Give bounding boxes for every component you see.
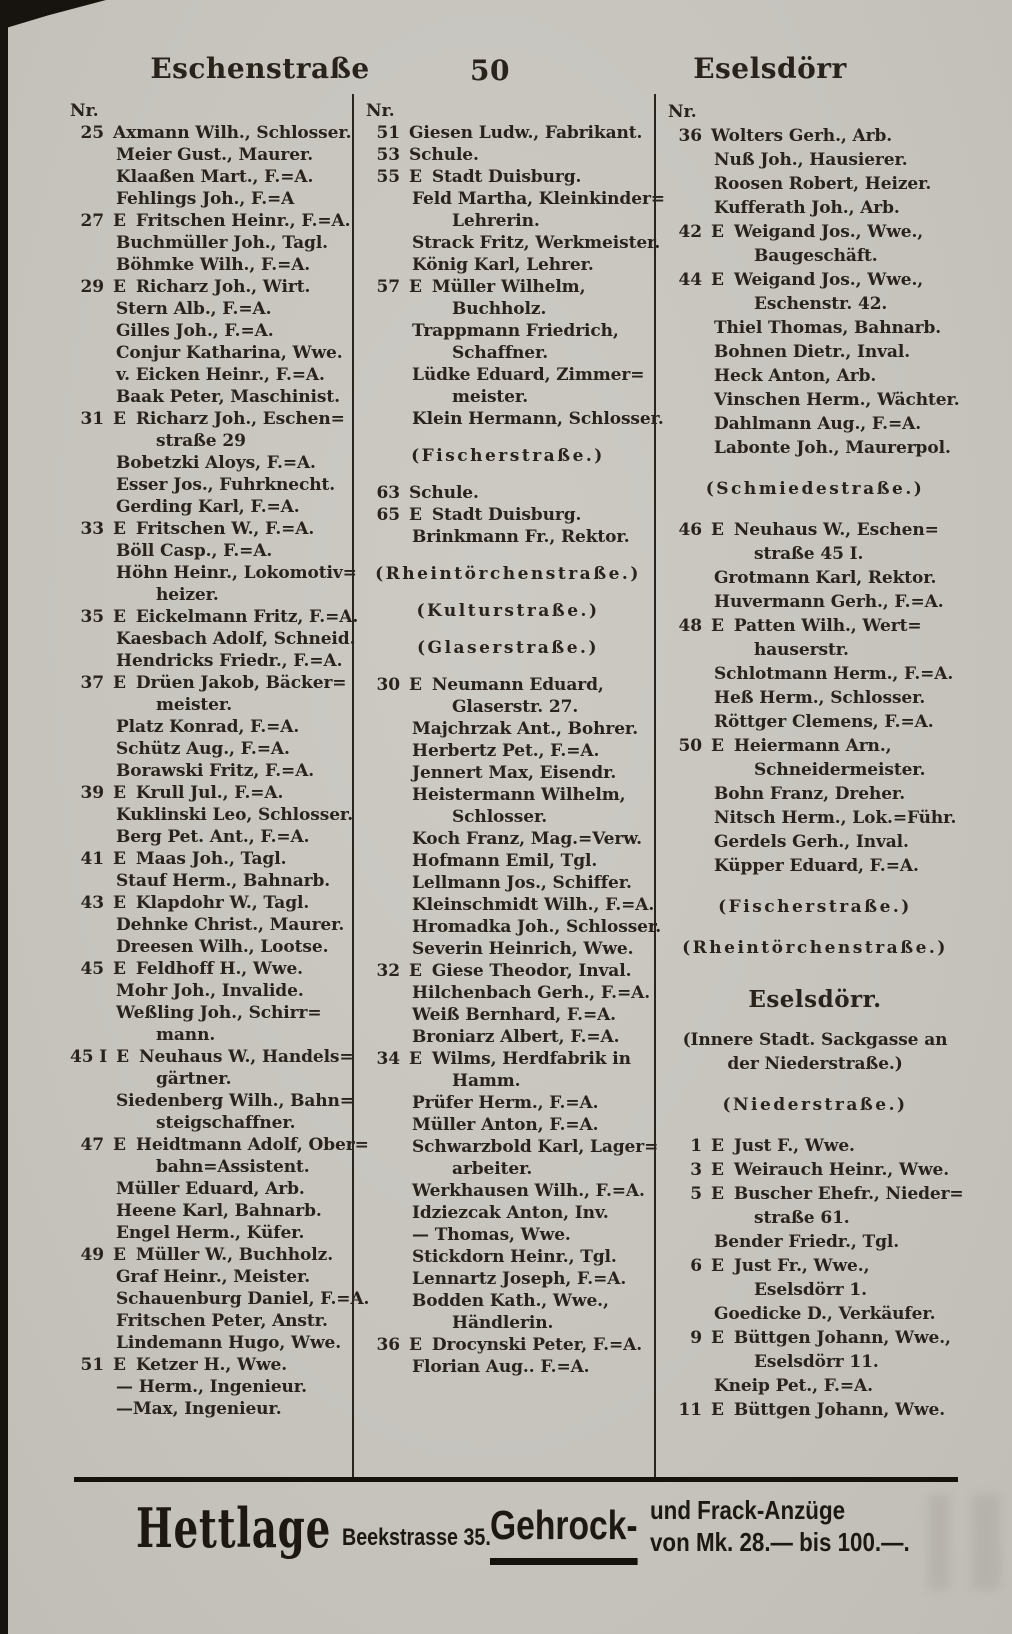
address-entry (70, 210, 352, 232)
street-heading: (Schmiedestraße.) (705, 479, 925, 499)
resident-line: Bender Friedr., Tgl. (714, 1232, 900, 1252)
resident-line: Goedicke D., Verkäufer. (714, 1304, 936, 1324)
column-divider-2 (654, 94, 656, 1478)
continuation-line: straße 45 I. (754, 544, 864, 564)
address-entry (668, 268, 962, 292)
resident-line: Buchmüller Joh., Tagl. (116, 233, 328, 253)
district-note-line: (Innere Stadt. Sackgasse an (682, 1030, 948, 1050)
address-entry (366, 144, 650, 166)
address-entry (668, 124, 962, 148)
owner-marker: E (113, 849, 126, 869)
house-number: 45 (80, 959, 104, 979)
house-number: 48 (678, 616, 702, 636)
resident-line: Hofmann Emil, Tgl. (412, 851, 598, 871)
resident-line: Bobetzki Aloys, F.=A. (116, 453, 316, 473)
entry-text: Wilms, Herdfabrik in (431, 1049, 631, 1069)
continuation-line: arbeiter. (452, 1159, 533, 1179)
resident-line: Schlotmann Herm., F.=A. (714, 664, 954, 684)
resident-line: Broniarz Albert, F.=A. (412, 1027, 620, 1047)
resident-line: Labonte Joh., Maurerpol. (714, 438, 951, 458)
scan-edge-left (0, 0, 8, 1634)
address-entry (668, 614, 962, 638)
entry-text: Feldhoff H., Wwe. (135, 959, 303, 979)
house-number: 11 (678, 1400, 702, 1420)
resident-line: Florian Aug.. F.=A. (412, 1357, 590, 1377)
house-number: 51 (80, 1355, 104, 1375)
resident-line: Schütz Aug., F.=A. (116, 739, 290, 759)
continuation-line: Lehrerin. (452, 211, 540, 231)
owner-marker: E (711, 520, 724, 540)
address-entry (70, 122, 352, 144)
address-entry (70, 782, 352, 804)
directory-column-1 (70, 100, 370, 1420)
address-entry (70, 606, 359, 628)
owner-marker: E (113, 211, 126, 231)
address-entry (366, 960, 650, 982)
owner-marker: E (116, 1047, 129, 1067)
resident-line: Bohn Franz, Dreher. (714, 784, 906, 804)
entry-text: Eickelmann Fritz, F.=A. (135, 607, 359, 627)
resident-line: Heene Karl, Bahnarb. (116, 1201, 322, 1221)
continuation-line: Glaserstr. 27. (452, 697, 579, 717)
entry-text: Müller W., Buchholz. (135, 1245, 334, 1265)
resident-line: Röttger Clemens, F.=A. (714, 712, 934, 732)
resident-line: Weiß Bernhard, F.=A. (412, 1005, 617, 1025)
resident-line: Klein Hermann, Schlosser. (412, 409, 664, 429)
entry-text: Müller Wilhelm, (431, 277, 586, 297)
address-entry (70, 1046, 352, 1068)
resident-line: Vinschen Herm., Wächter. (714, 390, 960, 410)
owner-marker: E (409, 277, 422, 297)
address-entry (668, 1182, 962, 1206)
address-entry (366, 122, 650, 144)
owner-marker: E (711, 736, 724, 756)
house-number: 47 (80, 1135, 104, 1155)
resident-line: Kaesbach Adolf, Schneid. (116, 629, 356, 649)
address-entry (668, 734, 962, 758)
resident-line: Mohr Joh., Invalide. (116, 981, 304, 1001)
owner-marker: E (113, 409, 126, 429)
owner-marker: E (113, 893, 126, 913)
continuation-line: Eselsdörr 1. (754, 1280, 867, 1300)
owner-marker: E (113, 277, 126, 297)
house-number: 65 (376, 505, 400, 525)
house-number: 53 (376, 145, 400, 165)
directory-column-3 (668, 100, 962, 1422)
owner-marker: E (113, 783, 126, 803)
house-number: 36 (376, 1335, 400, 1355)
owner-marker: E (113, 607, 126, 627)
entry-text: Just Fr., Wwe., (733, 1256, 870, 1276)
resident-line: Dreesen Wilh., Lootse. (116, 937, 329, 957)
resident-line: Trappmann Friedrich, (412, 321, 619, 341)
house-number: 33 (80, 519, 104, 539)
resident-line: Werkhausen Wilh., F.=A. (412, 1181, 645, 1201)
resident-line: Jennert Max, Eisendr. (412, 763, 617, 783)
ad-address: Beekstrasse 35. (342, 1524, 491, 1551)
owner-marker: E (711, 1328, 724, 1348)
entry-text: Richarz Joh., Eschen= (135, 409, 345, 429)
address-entry (70, 518, 352, 540)
house-number: 55 (376, 167, 400, 187)
owner-marker: E (711, 270, 724, 290)
resident-line: Esser Jos., Fuhrknecht. (116, 475, 336, 495)
house-number: 37 (80, 673, 104, 693)
resident-line: Graf Heinr., Meister. (116, 1267, 311, 1287)
running-head-street-left: Eschenstraße (150, 52, 370, 85)
house-number: 50 (678, 736, 702, 756)
house-number: 30 (376, 675, 400, 695)
resident-line: Prüfer Herm., F.=A. (412, 1093, 599, 1113)
directory-column-2 (366, 100, 665, 1378)
resident-line: Meier Gust., Maurer. (116, 145, 314, 165)
entry-text: Giesen Ludw., Fabrikant. (409, 123, 643, 143)
entry-text: Just F., Wwe. (733, 1136, 855, 1156)
resident-line: — Thomas, Wwe. (412, 1225, 571, 1245)
ad-brand-name: Hettlage (136, 1496, 332, 1560)
house-number: 29 (80, 277, 104, 297)
resident-line: Brinkmann Fr., Rektor. (412, 527, 630, 547)
continuation-line: Eselsdörr 11. (754, 1352, 879, 1372)
resident-line: Müller Anton, F.=A. (412, 1115, 599, 1135)
entry-text: Drocynski Peter, F.=A. (431, 1335, 643, 1355)
entry-text: Klapdohr W., Tagl. (135, 893, 310, 913)
continuation-line: meister. (156, 695, 233, 715)
entry-text: Krull Jul., F.=A. (135, 783, 284, 803)
ad-price: von Mk. 28.— bis 100.—. (650, 1527, 910, 1557)
owner-marker: E (409, 505, 422, 525)
resident-line: Majchrzak Ant., Bohrer. (412, 719, 639, 739)
column-nr-label: Nr. (668, 102, 697, 122)
resident-line: Heck Anton, Arb. (714, 366, 877, 386)
entry-text: Wolters Gerh., Arb. (711, 126, 893, 146)
entry-text: Schule. (409, 145, 479, 165)
owner-marker: E (113, 519, 126, 539)
entry-text: Giese Theodor, Inval. (431, 961, 632, 981)
continuation-line: Schaffner. (452, 343, 549, 363)
house-number: 35 (80, 607, 104, 627)
owner-marker: E (113, 673, 126, 693)
entry-text: Buscher Ehefr., Nieder= (733, 1184, 964, 1204)
district-note-line: der Niederstraße.) (727, 1054, 903, 1074)
resident-line: Stern Alb., F.=A. (116, 299, 272, 319)
address-entry (668, 518, 962, 542)
resident-line: Roosen Robert, Heizer. (714, 174, 932, 194)
resident-line: Feld Martha, Kleinkinder= (412, 189, 665, 209)
resident-line: Berg Pet. Ant., F.=A. (116, 827, 310, 847)
owner-marker: E (409, 961, 422, 981)
address-entry (366, 504, 650, 526)
entry-text: Neumann Eduard, (431, 675, 604, 695)
resident-line: Böhmke Wilh., F.=A. (116, 255, 311, 275)
continuation-line: Baugeschäft. (754, 246, 878, 266)
entry-text: Patten Wilh., Wert= (733, 616, 922, 636)
resident-line: Stauf Herm., Bahnarb. (116, 871, 331, 891)
resident-line: —Max, Ingenieur. (116, 1399, 282, 1419)
house-number: 57 (376, 277, 400, 297)
entry-text: Drüen Jakob, Bäcker= (135, 673, 347, 693)
street-heading: (Fischerstraße.) (718, 897, 912, 917)
owner-marker: E (711, 1256, 724, 1276)
house-number: 6 (690, 1256, 702, 1276)
resident-line: Böll Casp., F.=A. (116, 541, 273, 561)
ad-product-rest: und Frack-Anzüge (650, 1495, 846, 1525)
entry-text: Büttgen Johann, Wwe. (733, 1400, 946, 1420)
resident-line: Grotmann Karl, Rektor. (714, 568, 937, 588)
owner-marker: E (113, 1245, 126, 1265)
resident-line: Lellmann Jos., Schiffer. (412, 873, 632, 893)
house-number: 31 (80, 409, 104, 429)
column-divider-1 (352, 94, 354, 1478)
owner-marker: E (711, 1160, 724, 1180)
entry-text: Weigand Jos., Wwe., (733, 222, 924, 242)
address-entry (70, 408, 352, 430)
resident-line: Küpper Eduard, F.=A. (714, 856, 919, 876)
column-nr-label: Nr. (70, 101, 99, 121)
continuation-line: straße 29 (156, 431, 246, 451)
section-heading: Eselsdörr. (748, 986, 882, 1013)
resident-line: v. Eicken Heinr., F.=A. (116, 365, 325, 385)
continuation-line: Schlosser. (452, 807, 548, 827)
resident-line: Conjur Katharina, Wwe. (116, 343, 343, 363)
continuation-line: meister. (452, 387, 529, 407)
resident-line: Platz Konrad, F.=A. (116, 717, 300, 737)
house-number: 45 I (70, 1047, 108, 1067)
continuation-line: steigschaffner. (156, 1113, 296, 1133)
street-heading: (Rheintörchenstraße.) (682, 938, 948, 958)
resident-line: Thiel Thomas, Bahnarb. (714, 318, 942, 338)
address-entry (668, 220, 962, 244)
continuation-line: Eschenstr. 42. (754, 294, 888, 314)
resident-line: Siedenberg Wilh., Bahn= (116, 1091, 354, 1111)
resident-line: Kleinschmidt Wilh., F.=A. (412, 895, 655, 915)
resident-line: Schwarzbold Karl, Lager= (412, 1137, 659, 1157)
resident-line: Dahlmann Aug., F.=A. (714, 414, 922, 434)
owner-marker: E (711, 1400, 724, 1420)
resident-line: Herbertz Pet., F.=A. (412, 741, 600, 761)
resident-line: König Karl, Lehrer. (412, 255, 594, 275)
continuation-line: Schneidermeister. (754, 760, 926, 780)
entry-text: Neuhaus W., Eschen= (733, 520, 939, 540)
column-entries (366, 122, 665, 1378)
street-heading: (Rheintörchenstraße.) (375, 564, 641, 584)
address-entry (366, 674, 650, 696)
owner-marker: E (113, 959, 126, 979)
house-number: 49 (80, 1245, 104, 1265)
entry-text: Stadt Duisburg. (431, 505, 582, 525)
entry-text: Fritschen W., F.=A. (135, 519, 315, 539)
resident-line: Klaaßen Mart., F.=A. (116, 167, 314, 187)
resident-line: Engel Herm., Küfer. (116, 1223, 305, 1243)
resident-line: Koch Franz, Mag.=Verw. (412, 829, 642, 849)
entry-text: Fritschen Heinr., F.=A. (135, 211, 351, 231)
scan-edge-corner (6, 0, 106, 28)
continuation-line: bahn=Assistent. (156, 1157, 310, 1177)
entry-text: Weigand Jos., Wwe., (733, 270, 924, 290)
resident-line: Höhn Heinr., Lokomotiv= (116, 563, 357, 583)
resident-line: Baak Peter, Maschinist. (116, 387, 340, 407)
resident-line: Dehnke Christ., Maurer. (116, 915, 345, 935)
continuation-line: mann. (156, 1025, 216, 1045)
resident-line: Strack Fritz, Werkmeister. (412, 233, 661, 253)
entry-text: Heiermann Arn., (733, 736, 892, 756)
address-entry (366, 1334, 650, 1356)
house-number: 36 (678, 126, 702, 146)
entry-text: Stadt Duisburg. (431, 167, 582, 187)
resident-line: Bodden Kath., Wwe., (412, 1291, 609, 1311)
owner-marker: E (711, 222, 724, 242)
house-number: 34 (376, 1049, 400, 1069)
ad-product-and-price (650, 1494, 910, 1558)
address-entry (668, 1134, 962, 1158)
house-number: 5 (690, 1184, 702, 1204)
address-entry (366, 1048, 650, 1070)
column-entries (70, 122, 370, 1420)
entry-text: Heidtmann Adolf, Ober= (135, 1135, 369, 1155)
continuation-line: Buchholz. (452, 299, 547, 319)
resident-line: Stickdorn Heinr., Tgl. (412, 1247, 617, 1267)
entry-text: Ketzer H., Wwe. (135, 1355, 288, 1375)
resident-line: Lennartz Joseph, F.=A. (412, 1269, 627, 1289)
house-number: 51 (376, 123, 400, 143)
address-entry (668, 1398, 962, 1422)
house-number: 25 (80, 123, 104, 143)
resident-line: Lüdke Eduard, Zimmer= (412, 365, 645, 385)
street-heading: (Kulturstraße.) (416, 601, 600, 621)
address-entry (70, 958, 352, 980)
entry-text: Schule. (409, 483, 479, 503)
resident-line: Kuklinski Leo, Schlosser. (116, 805, 354, 825)
resident-line: Hilchenbach Gerh., F.=A. (412, 983, 651, 1003)
resident-line: Borawski Fritz, F.=A. (116, 761, 315, 781)
resident-line: Fehlings Joh., F.=A (116, 189, 295, 209)
ad-product-underlined: Gehrock- (490, 1502, 638, 1565)
resident-line: Bohnen Dietr., Inval. (714, 342, 911, 362)
resident-line: Kneip Pet., F.=A. (714, 1376, 873, 1396)
owner-marker: E (711, 1184, 724, 1204)
owner-marker: E (409, 167, 422, 187)
address-entry (70, 892, 352, 914)
street-heading: (Niederstraße.) (722, 1095, 908, 1115)
resident-line: Nuß Joh., Hausierer. (714, 150, 908, 170)
resident-line: Schauenburg Daniel, F.=A. (116, 1289, 370, 1309)
resident-line: — Herm., Ingenieur. (116, 1377, 307, 1397)
address-entry (70, 672, 352, 694)
street-heading: (Glaserstraße.) (417, 638, 599, 658)
address-entry (366, 482, 650, 504)
address-entry (668, 1158, 962, 1182)
entry-text: Axmann Wilh., Schlosser. (113, 123, 352, 143)
footer-divider-rule (74, 1477, 958, 1482)
house-number: 41 (80, 849, 104, 869)
continuation-line: heizer. (156, 585, 219, 605)
address-entry (70, 1134, 369, 1156)
resident-line: Severin Heinrich, Wwe. (412, 939, 634, 959)
address-entry (366, 166, 650, 188)
page-number: 50 (470, 54, 510, 87)
owner-marker: E (409, 1049, 422, 1069)
resident-line: Huvermann Gerh., F.=A. (714, 592, 944, 612)
house-number: 46 (678, 520, 702, 540)
house-number: 42 (678, 222, 702, 242)
owner-marker: E (409, 675, 422, 695)
house-number: 3 (690, 1160, 702, 1180)
address-entry (70, 276, 352, 298)
house-number: 43 (80, 893, 104, 913)
resident-line: Gilles Joh., F.=A. (116, 321, 274, 341)
resident-line: Kufferath Joh., Arb. (714, 198, 900, 218)
continuation-line: gärtner. (156, 1069, 232, 1089)
resident-line: Gerdels Gerh., Inval. (714, 832, 909, 852)
resident-line: Hromadka Joh., Schlosser. (412, 917, 662, 937)
resident-line: Nitsch Herm., Lok.=Führ. (714, 808, 957, 828)
resident-line: Idziezcak Anton, Inv. (412, 1203, 609, 1223)
address-entry (668, 1326, 962, 1350)
running-head-street-right: Eselsdörr (693, 52, 847, 85)
owner-marker: E (711, 616, 724, 636)
entry-text: Neuhaus W., Handels= (139, 1047, 354, 1067)
owner-marker: E (409, 1335, 422, 1355)
column-nr-label: Nr. (366, 101, 395, 121)
address-entry (70, 1244, 352, 1266)
column-entries (668, 124, 962, 1422)
owner-marker: E (113, 1355, 126, 1375)
address-entry (70, 848, 352, 870)
owner-marker: E (113, 1135, 126, 1155)
address-entry (366, 276, 650, 298)
address-entry (668, 1254, 962, 1278)
resident-line: Heistermann Wilhelm, (412, 785, 626, 805)
address-entry (70, 1354, 352, 1376)
bleed-through-mark (928, 1494, 1000, 1590)
resident-line: Heß Herm., Schlosser. (714, 688, 926, 708)
resident-line: Lindemann Hugo, Wwe. (116, 1333, 342, 1353)
entry-text: Maas Joh., Tagl. (135, 849, 287, 869)
house-number: 32 (376, 961, 400, 981)
continuation-line: Hamm. (452, 1071, 521, 1091)
owner-marker: E (711, 1136, 724, 1156)
entry-text: Büttgen Johann, Wwe., (733, 1328, 951, 1348)
house-number: 1 (690, 1136, 702, 1156)
resident-line: Fritschen Peter, Anstr. (116, 1311, 328, 1331)
house-number: 44 (678, 270, 702, 290)
resident-line: Weßling Joh., Schirr= (116, 1003, 322, 1023)
house-number: 39 (80, 783, 104, 803)
resident-line: Müller Eduard, Arb. (116, 1179, 305, 1199)
resident-line: Hendricks Friedr., F.=A. (116, 651, 343, 671)
entry-text: Richarz Joh., Wirt. (135, 277, 311, 297)
house-number: 63 (376, 483, 400, 503)
continuation-line: straße 61. (754, 1208, 850, 1228)
resident-line: Gerding Karl, F.=A. (116, 497, 300, 517)
entry-text: Weirauch Heinr., Wwe. (733, 1160, 950, 1180)
continuation-line: hauserstr. (754, 640, 849, 660)
street-heading: (Fischerstraße.) (411, 446, 605, 466)
house-number: 27 (80, 211, 104, 231)
continuation-line: Händlerin. (452, 1313, 554, 1333)
house-number: 9 (690, 1328, 702, 1348)
